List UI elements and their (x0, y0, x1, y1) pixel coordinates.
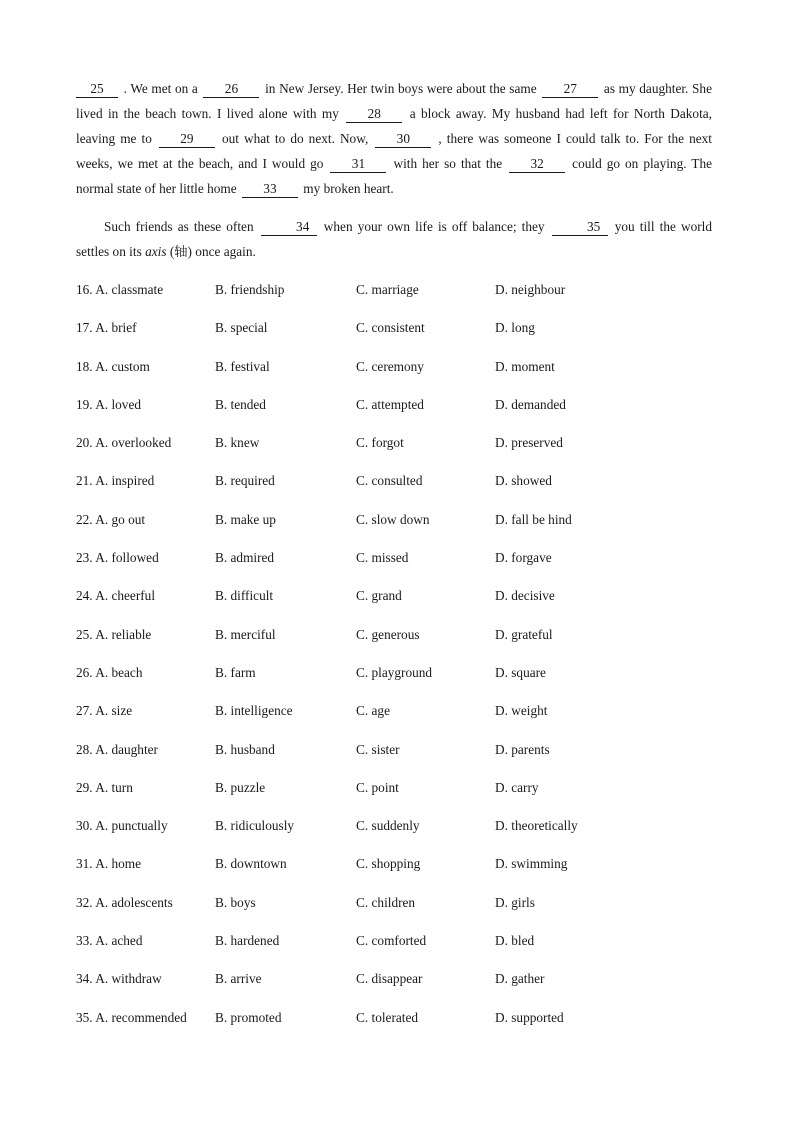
option-d: D. carry (495, 779, 539, 795)
passage-text: could go on playing. The normal state of her little home (76, 156, 712, 196)
option-c: C. suddenly (356, 818, 420, 834)
option-d: D. girls (495, 894, 535, 910)
passage-text: as my daughter. She lived in the beach town. I lived alone with my (76, 81, 712, 121)
option-b: B. admired (215, 550, 275, 566)
option-c: C. ceremony (356, 358, 424, 374)
option-d: D. forgave (495, 550, 552, 566)
option-c: C. missed (356, 550, 409, 566)
question-row (76, 851, 736, 889)
option-b: B. friendship (215, 282, 285, 297)
option-c: C. point (356, 779, 399, 795)
passage-text: you till the world settles on its (76, 219, 712, 259)
passage-paragraph-1 (76, 76, 712, 201)
question-row (76, 775, 736, 813)
blank-35: 35 (552, 219, 608, 236)
question-row (76, 354, 736, 392)
option-b: B. festival (215, 358, 270, 374)
option-b: B. tended (215, 396, 266, 412)
passage-text: a block away. My husband had left for North Dakota, leaving me to (76, 106, 712, 146)
cloze-passage (76, 76, 712, 264)
option-a: 20. A. overlooked (76, 435, 172, 451)
option-c: C. marriage (356, 282, 419, 297)
blank-32: 32 (509, 156, 565, 173)
blank-30: 30 (375, 131, 431, 148)
blank-25: 25 (76, 81, 118, 98)
option-d: D. long (495, 320, 535, 336)
option-d: D. neighbour (495, 282, 566, 297)
answer-options (76, 277, 736, 1043)
question-row (76, 468, 736, 506)
option-a: 25. A. reliable (76, 626, 152, 642)
option-a: 21. A. inspired (76, 473, 155, 489)
question-row (76, 737, 736, 775)
option-d: D. grateful (495, 626, 553, 642)
option-a: 29. A. turn (76, 779, 133, 795)
option-a: 17. A. brief (76, 320, 137, 336)
option-b: B. arrive (215, 971, 262, 987)
passage-text: , there was someone I could talk to. For the next weeks, we met at the beach, and I would go (76, 131, 712, 171)
option-b: B. make up (215, 511, 276, 527)
option-d: D. weight (495, 703, 548, 719)
option-c: C. attempted (356, 396, 424, 412)
passage-text: my broken heart. (303, 181, 394, 196)
option-b: B. merciful (215, 626, 276, 642)
option-c: C. shopping (356, 856, 421, 872)
blank-33: 33 (242, 181, 298, 198)
option-b: B. hardened (215, 933, 280, 949)
option-a: 35. A. recommended (76, 1009, 187, 1025)
passage-text: Such friends as these often (104, 219, 254, 234)
option-b: B. downtown (215, 856, 287, 872)
option-b: B. special (215, 320, 268, 336)
passage-text: . We met on a (123, 81, 198, 96)
question-row (76, 928, 736, 966)
option-a: 19. A. loved (76, 396, 142, 412)
blank-29: 29 (159, 131, 215, 148)
option-c: C. comforted (356, 933, 427, 949)
option-c: C. slow down (356, 511, 430, 527)
axis-word: axis (145, 244, 167, 259)
option-d: D. fall be hind (495, 511, 572, 527)
option-c: C. grand (356, 588, 402, 604)
option-a: 32. A. adolescents (76, 894, 173, 910)
passage-text: out what to do next. Now, (221, 131, 369, 146)
option-d: D. gather (495, 971, 545, 987)
option-d: D. decisive (495, 588, 555, 604)
passage-text: when your own life is off balance; they (323, 219, 545, 234)
option-a: 30. A. punctually (76, 818, 168, 834)
question-row (76, 698, 736, 736)
blank-27: 27 (542, 81, 598, 98)
question-row (76, 430, 736, 468)
question-row (76, 315, 736, 353)
option-c: C. generous (356, 626, 420, 642)
blank-28: 28 (346, 106, 402, 123)
option-a: 26. A. beach (76, 664, 143, 680)
option-c: C. tolerated (356, 1009, 419, 1025)
question-row (76, 507, 736, 545)
question-row (76, 277, 736, 315)
option-d: D. theoretically (495, 818, 578, 834)
question-row (76, 545, 736, 583)
passage-paragraph-2 (76, 214, 712, 264)
option-a: 27. A. size (76, 703, 133, 719)
option-d: D. showed (495, 473, 552, 489)
option-b: B. knew (215, 435, 260, 451)
option-a: 28. A. daughter (76, 741, 158, 757)
option-d: D. preserved (495, 435, 563, 451)
question-row (76, 622, 736, 660)
question-row (76, 583, 736, 621)
option-b: B. intelligence (215, 703, 293, 719)
option-d: D. demanded (495, 396, 566, 412)
passage-text: (轴) once again. (169, 244, 256, 259)
question-row (76, 966, 736, 1004)
option-b: B. boys (215, 894, 256, 910)
option-b: B. difficult (215, 588, 274, 604)
option-c: C. consistent (356, 320, 425, 336)
option-a: 33. A. ached (76, 933, 143, 949)
option-b: B. promoted (215, 1009, 282, 1025)
option-d: D. parents (495, 741, 550, 757)
blank-26: 26 (203, 81, 259, 98)
option-b: B. puzzle (215, 779, 266, 795)
option-b: B. required (215, 473, 275, 489)
option-c: C. playground (356, 664, 433, 680)
passage-text: in New Jersey. Her twin boys were about the same (265, 81, 537, 96)
passage-text: with her so that the (393, 156, 503, 171)
option-a: 24. A. cheerful (76, 588, 156, 604)
option-b: B. ridiculously (215, 818, 295, 834)
option-c: C. forgot (356, 435, 404, 451)
option-a: 22. A. go out (76, 511, 146, 527)
option-c: C. disappear (356, 971, 423, 987)
option-b: B. husband (215, 741, 275, 757)
option-a: 31. A. home (76, 856, 142, 872)
question-row (76, 813, 736, 851)
question-row (76, 890, 736, 928)
option-a: 16. A. classmate (76, 282, 164, 297)
option-c: C. sister (356, 741, 400, 757)
option-a: 34. A. withdraw (76, 971, 162, 987)
option-d: D. supported (495, 1009, 564, 1025)
question-row (76, 392, 736, 430)
option-c: C. consulted (356, 473, 423, 489)
option-a: 18. A. custom (76, 358, 150, 374)
blank-34: 34 (261, 219, 317, 236)
option-c: C. children (356, 894, 416, 910)
question-row (76, 1005, 736, 1043)
option-d: D. square (495, 664, 546, 680)
option-c: C. age (356, 703, 390, 719)
option-d: D. swimming (495, 856, 568, 872)
option-d: D. bled (495, 933, 535, 949)
option-b: B. farm (215, 664, 256, 680)
option-d: D. moment (495, 358, 555, 374)
blank-31: 31 (330, 156, 386, 173)
option-a: 23. A. followed (76, 550, 159, 566)
question-row (76, 660, 736, 698)
